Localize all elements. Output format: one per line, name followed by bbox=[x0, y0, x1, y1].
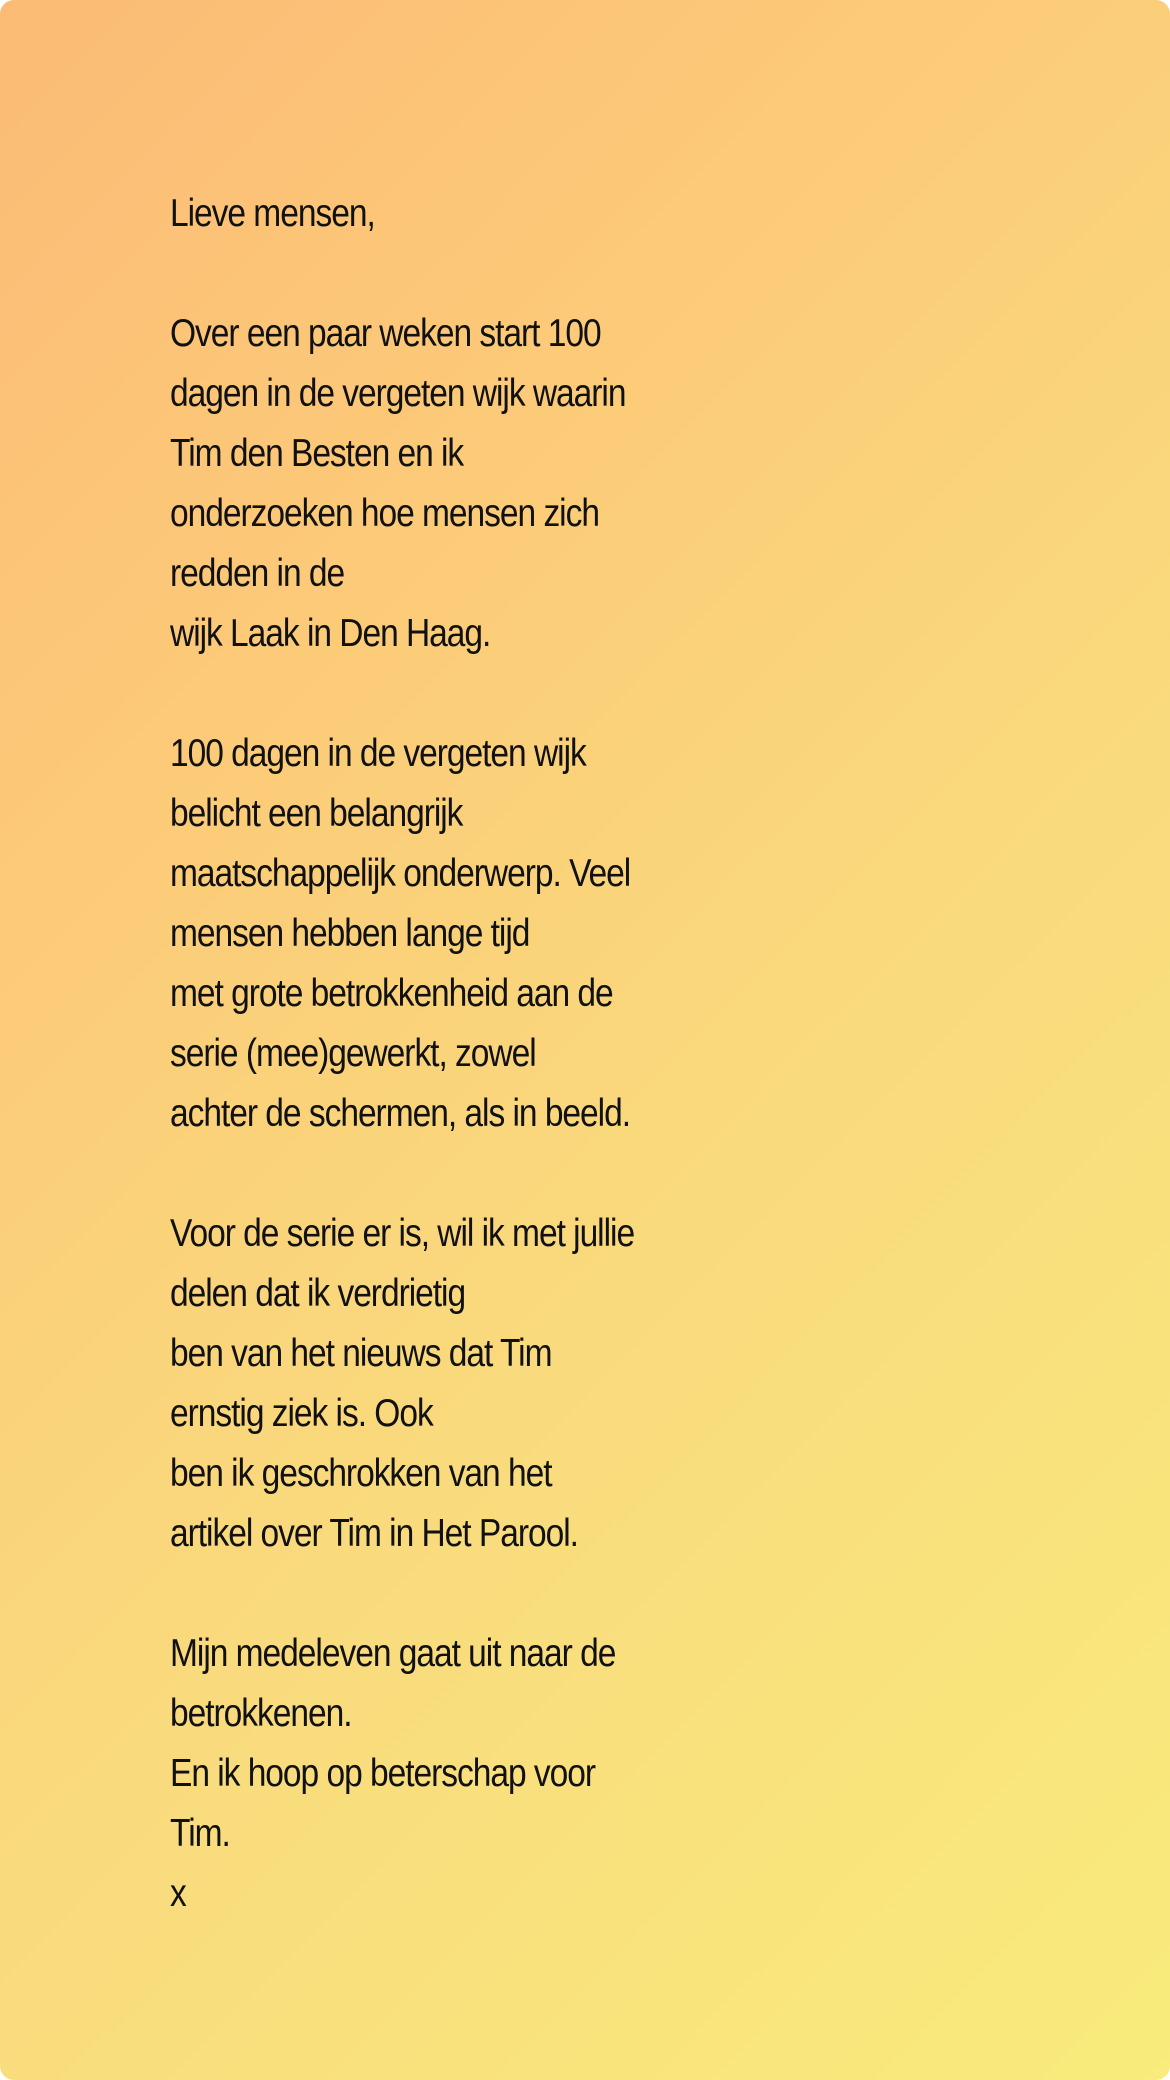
text-line: delen dat ik verdrietig bbox=[170, 1272, 466, 1315]
text-line: 100 dagen in de vergeten wijk bbox=[170, 732, 586, 775]
text-line: wijk Laak in Den Haag. bbox=[170, 612, 491, 655]
text-line: serie (mee)gewerkt, zowel bbox=[170, 1032, 536, 1075]
paragraph-gap bbox=[170, 1564, 944, 1624]
text-line: dagen in de vergeten wijk waarin bbox=[170, 372, 626, 415]
text-line: achter de schermen, als in beeld. bbox=[170, 1092, 631, 1135]
text-line: Tim den Besten en ik bbox=[170, 432, 464, 475]
text-line: onderzoeken hoe mensen zich bbox=[170, 492, 599, 535]
greeting-line: Lieve mensen, bbox=[170, 192, 375, 235]
text-line: mensen hebben lange tijd bbox=[170, 912, 530, 955]
text-line: Mijn medeleven gaat uit naar de bbox=[170, 1632, 616, 1675]
paragraph-gap bbox=[170, 244, 944, 304]
text-line: Over een paar weken start 100 bbox=[170, 312, 601, 355]
text-line: met grote betrokkenheid aan de bbox=[170, 972, 613, 1015]
note-text bbox=[170, 184, 944, 1924]
text-line: belicht een belangrijk bbox=[170, 792, 463, 835]
paragraph-gap bbox=[170, 1144, 944, 1204]
text-line: Voor de serie er is, wil ik met jullie bbox=[170, 1212, 635, 1255]
text-line: betrokkenen. bbox=[170, 1692, 352, 1735]
text-line: En ik hoop op beterschap voor bbox=[170, 1752, 596, 1795]
text-line: ben van het nieuws dat Tim bbox=[170, 1332, 552, 1375]
text-line: ernstig ziek is. Ook bbox=[170, 1392, 433, 1435]
text-line: ben ik geschrokken van het bbox=[170, 1452, 552, 1495]
text-line: Tim. bbox=[170, 1812, 230, 1855]
paragraph-gap bbox=[170, 664, 944, 724]
signoff-line: x bbox=[170, 1872, 186, 1915]
text-line: maatschappelijk onderwerp. Veel bbox=[170, 852, 631, 895]
text-line: artikel over Tim in Het Parool. bbox=[170, 1512, 578, 1555]
text-line: redden in de bbox=[170, 552, 345, 595]
